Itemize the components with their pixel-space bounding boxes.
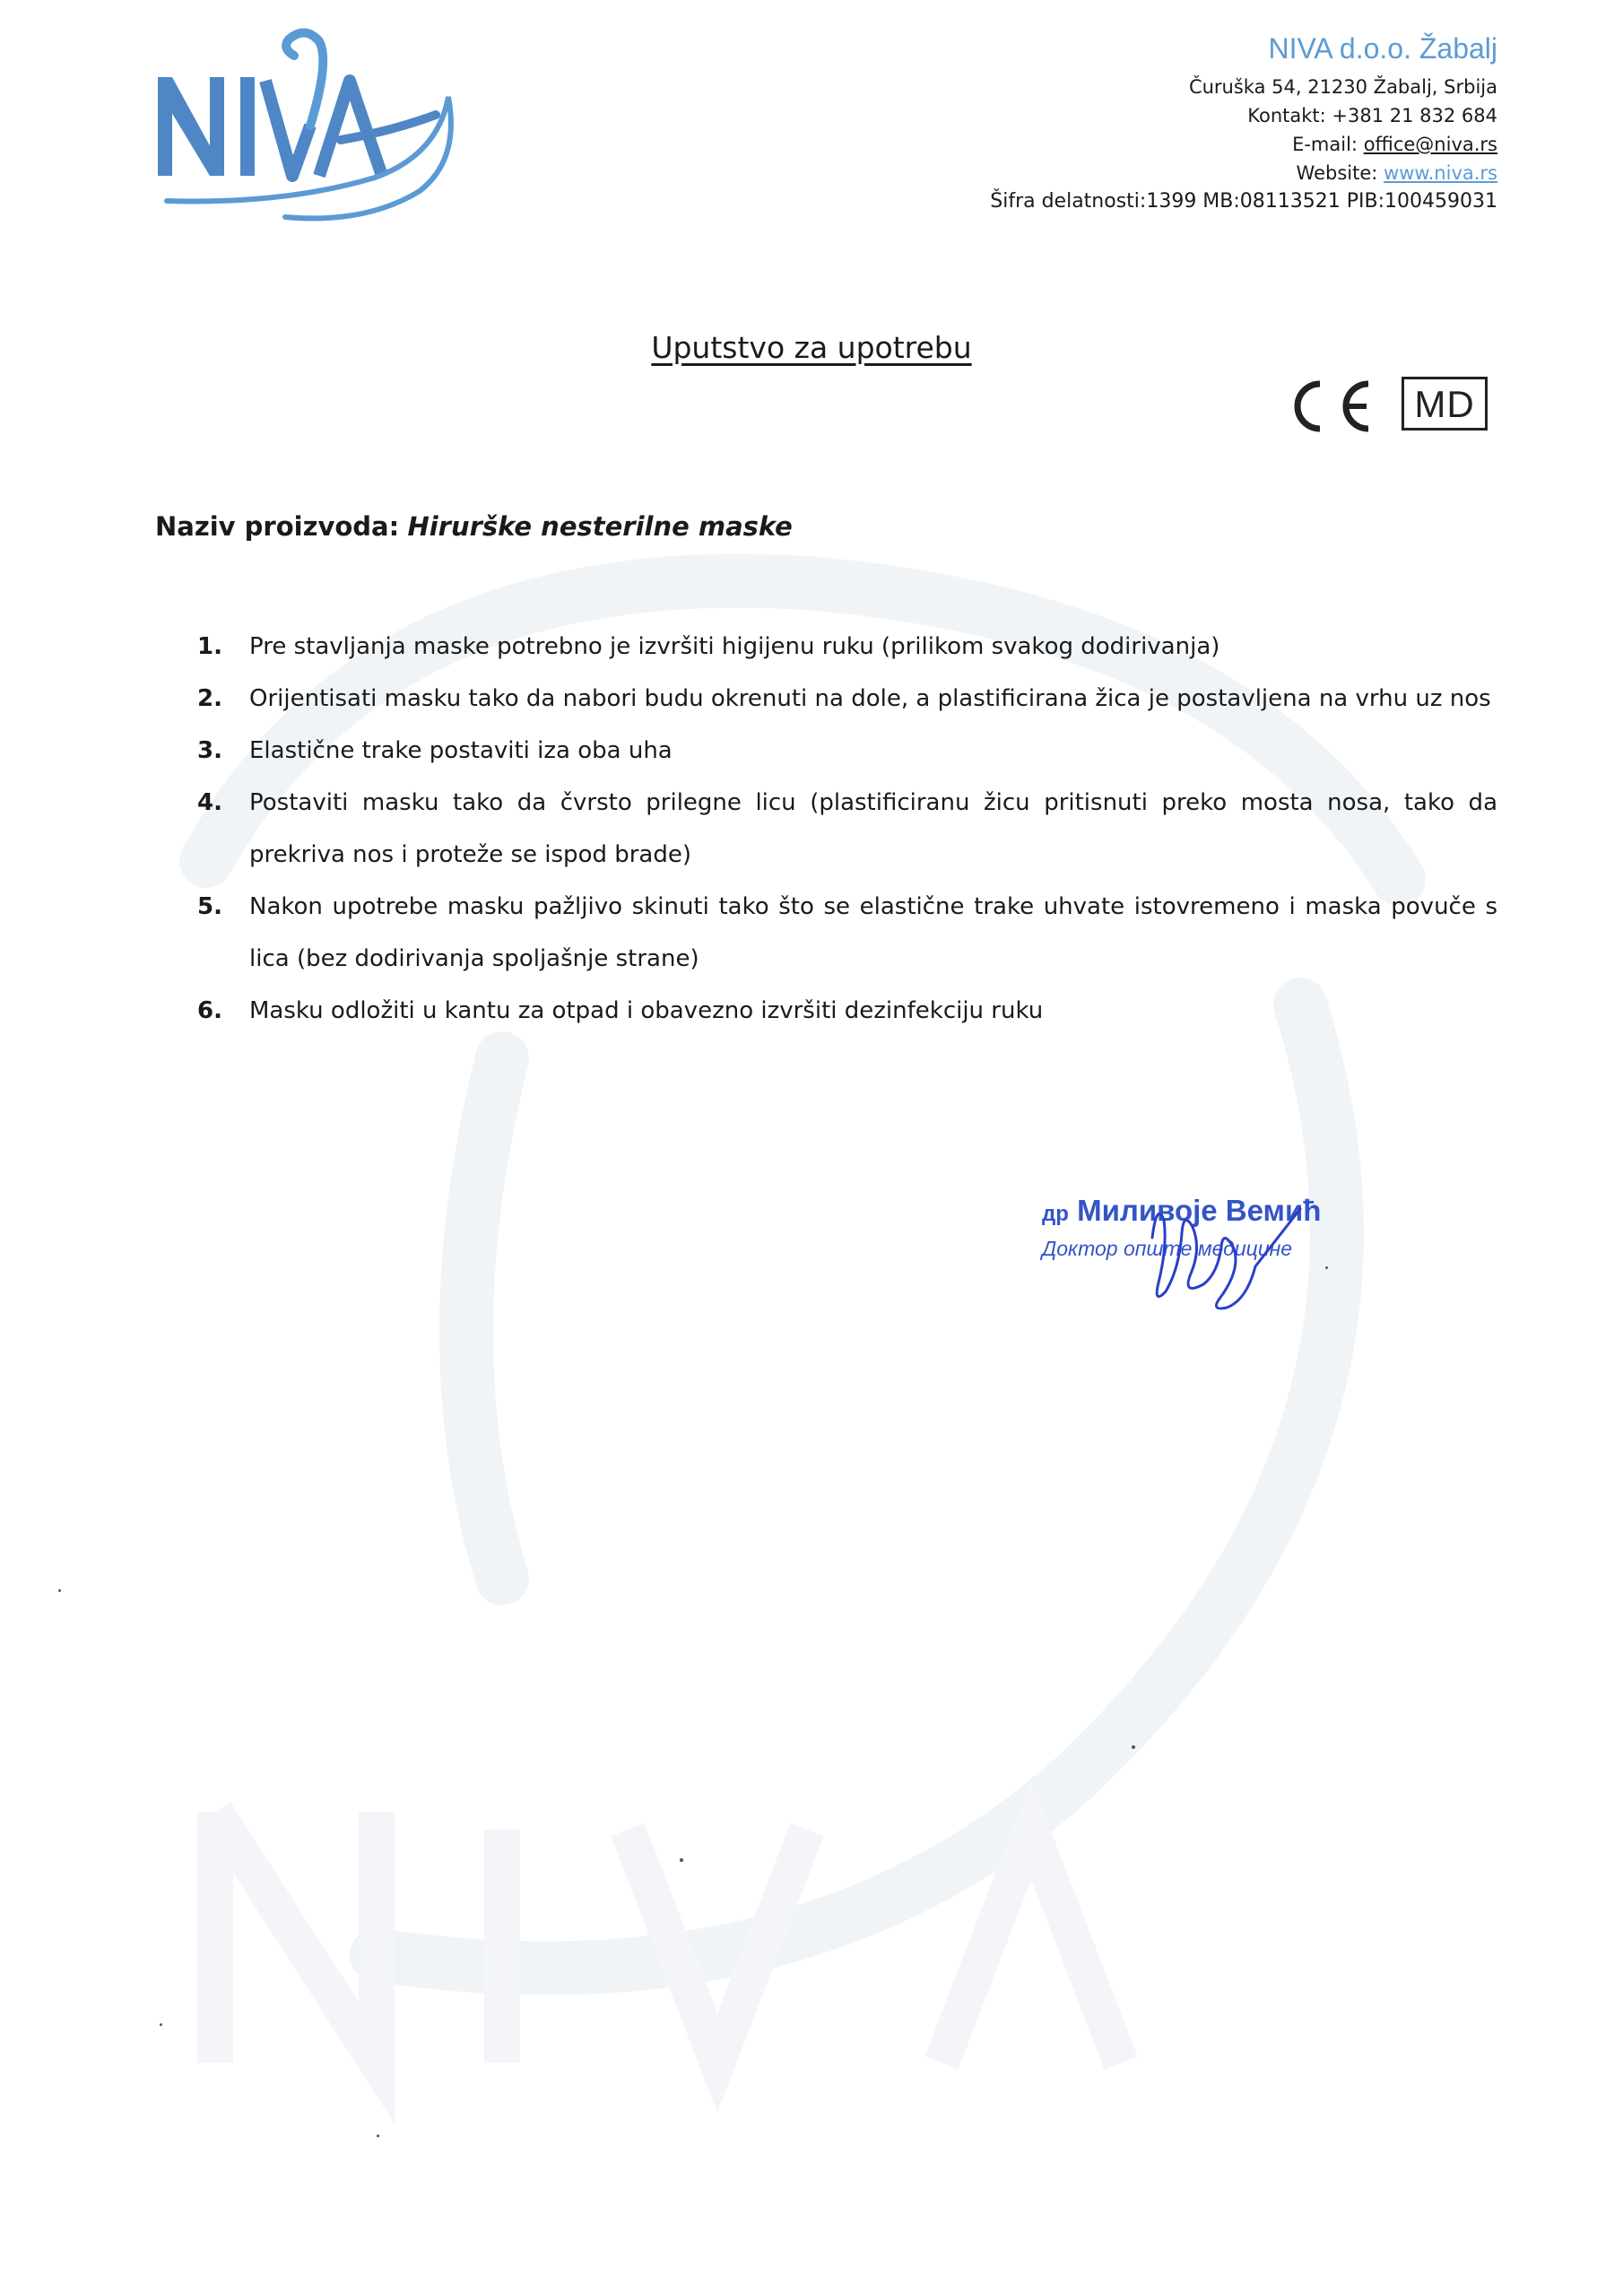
company-contact xyxy=(990,101,1497,130)
niva-logo xyxy=(151,25,473,222)
contact-phone: +381 21 832 684 xyxy=(1332,105,1497,126)
scan-speck xyxy=(58,1589,61,1592)
instruction-step xyxy=(197,673,1497,725)
scan-speck xyxy=(160,2023,162,2026)
email-label: E-mail: xyxy=(1292,134,1358,155)
product-name: Hirurške nesterilne maske xyxy=(407,511,793,542)
instruction-step xyxy=(197,985,1497,1037)
scan-speck xyxy=(680,1858,683,1862)
document-title: Uputstvo za upotrebu xyxy=(651,330,972,365)
company-email xyxy=(990,130,1497,159)
step-number: 2. xyxy=(197,685,222,712)
instruction-step xyxy=(197,881,1497,985)
step-text: Elastične trake postaviti iza oba uha xyxy=(249,737,673,764)
step-number: 4. xyxy=(197,789,222,816)
contact-label: Kontakt: xyxy=(1247,105,1326,126)
stamp-role: Доктор опште медицине xyxy=(1042,1237,1293,1260)
ce-mark-icon xyxy=(1280,375,1379,438)
company-website xyxy=(990,159,1497,187)
step-text: Masku odložiti u kantu za otpad i obavezno izvršiti dezinfekciju ruku xyxy=(249,997,1044,1024)
step-text: Orijentisati masku tako da nabori budu okrenuti na dole, a plastificirana žica je postavljena na vrhu uz nos xyxy=(249,685,1491,712)
step-text: Postaviti masku tako da čvrsto prilegne licu (plastificiranu žicu pritisnuti preko mosta nosa, tako da prekriva nos i proteže se ispod brade) xyxy=(249,789,1497,868)
company-info xyxy=(990,32,1497,216)
stamp-title-prefix: др xyxy=(1042,1202,1069,1226)
company-name: NIVA d.o.o. Žabalj xyxy=(1268,32,1497,65)
instruction-step xyxy=(197,777,1497,881)
website-link[interactable]: www.niva.rs xyxy=(1384,162,1497,184)
product-line xyxy=(155,511,793,542)
scan-speck xyxy=(1132,1745,1135,1749)
document-title-wrap xyxy=(0,330,1623,365)
scan-speck xyxy=(377,2135,379,2137)
product-label: Naziv proizvoda: xyxy=(155,511,400,542)
instruction-list xyxy=(197,621,1497,1037)
step-text: Pre stavljanja maske potrebno je izvršiti higijenu ruku (prilikom svakog dodirivanja) xyxy=(249,633,1220,660)
md-mark: MD xyxy=(1402,377,1488,430)
handwritten-signature xyxy=(1067,1184,1336,1318)
step-number: 1. xyxy=(197,633,222,660)
company-address: Čuruška 54, 21230 Žabalj, Srbija xyxy=(1188,76,1497,98)
company-registration: Šifra delatnosti:1399 MB:08113521 PIB:100459031 xyxy=(990,190,1497,213)
step-number: 3. xyxy=(197,737,222,764)
stamp-name: Миливоје Вемић xyxy=(1077,1194,1322,1227)
step-text: Nakon upotrebe masku pažljivo skinuti tako što se elastične trake uhvate istovremeno i maska povuče s lica (bez dodirivanja spoljašnje strane) xyxy=(249,893,1497,972)
website-label: Website: xyxy=(1296,162,1378,184)
instruction-step xyxy=(197,621,1497,673)
email-link[interactable]: office@niva.rs xyxy=(1363,134,1497,155)
step-number: 6. xyxy=(197,997,222,1024)
scan-speck xyxy=(1325,1266,1328,1269)
step-number: 5. xyxy=(197,893,222,920)
instruction-step xyxy=(197,725,1497,777)
